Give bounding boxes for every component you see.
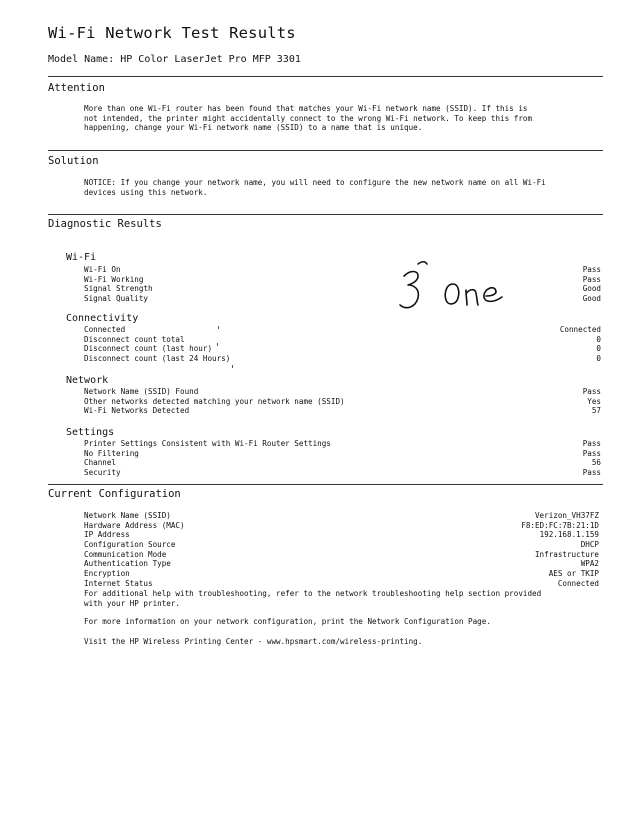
visit-text: Visit the HP Wireless Printing Center - www.hpsmart.com/wireless-printing.: [84, 637, 423, 646]
divider: [48, 214, 603, 215]
connectivity-rows: [84, 325, 601, 364]
diagnostic-row: [84, 439, 601, 449]
row-value: Pass: [582, 274, 601, 284]
row-label: Printer Settings Consistent with Wi-Fi Router Settings: [84, 439, 331, 448]
diagnostic-row: [84, 335, 601, 345]
current-config-heading: Current Configuration: [48, 488, 181, 500]
row-value: WPA2: [580, 559, 599, 569]
diagnostic-row: [84, 387, 601, 397]
config-row: [84, 550, 599, 560]
config-page-text: For more information on your network configuration, print the Network Configuration Page.: [84, 617, 491, 626]
row-value: Pass: [582, 265, 601, 274]
row-label: Signal Strength: [84, 284, 153, 294]
row-value: Good: [582, 284, 601, 294]
scan-speck: [217, 343, 218, 346]
divider: [48, 76, 603, 77]
row-label: Wi-Fi On: [84, 265, 121, 274]
row-label: Disconnect count total: [84, 334, 185, 344]
settings-group-title: Settings: [66, 427, 115, 438]
row-value: AES or TKIP: [548, 569, 599, 579]
row-value: Verizon_VH37FZ: [534, 511, 599, 520]
row-label: IP Address: [84, 530, 130, 540]
diagnostics-heading: Diagnostic Results: [48, 218, 162, 230]
settings-rows: [84, 439, 601, 478]
row-label: Hardware Address (MAC): [84, 520, 185, 530]
divider: [48, 150, 603, 151]
row-value: Connected: [559, 325, 601, 334]
config-row: [84, 511, 599, 521]
attention-heading: Attention: [48, 82, 105, 94]
row-label: Communication Mode: [84, 549, 167, 559]
config-row: [84, 521, 599, 531]
solution-heading: Solution: [48, 155, 99, 167]
row-value: 0: [596, 344, 601, 354]
config-rows: [84, 511, 599, 589]
diagnostic-row: [84, 449, 601, 459]
wifi-group-title: Wi-Fi: [66, 252, 97, 263]
connectivity-group-title: Connectivity: [66, 313, 139, 324]
row-value: Pass: [582, 468, 601, 478]
row-value: Good: [582, 294, 601, 304]
model-name: Model Name: HP Color LaserJet Pro MFP 3301: [48, 54, 301, 65]
row-value: 0: [596, 334, 601, 344]
row-label: Disconnect count (last 24 Hours): [84, 354, 231, 364]
divider: [48, 484, 603, 485]
row-value: Infrastructure: [534, 549, 599, 559]
diagnostic-row: [84, 354, 601, 364]
row-label: Signal Quality: [84, 294, 149, 304]
diagnostic-row: [84, 468, 601, 478]
network-rows: [84, 387, 601, 416]
diagnostic-row: [84, 458, 601, 468]
row-label: Encryption: [84, 569, 130, 579]
row-label: Network Name (SSID): [84, 511, 171, 520]
row-value: Pass: [582, 439, 601, 448]
handwritten-note: [396, 258, 526, 320]
config-row: [84, 530, 599, 540]
row-label: Connected: [84, 325, 126, 334]
attention-text: More than one Wi-Fi router has been found that matches your Wi-Fi network name (SSID). If this is not intended, the printer might accidentally connect to the wrong Wi-Fi network. To keep this from happening, change your Wi-Fi network name (SSID) to a name that is unique.: [84, 104, 533, 133]
page-title: Wi-Fi Network Test Results: [48, 24, 296, 42]
scan-speck: [232, 365, 233, 368]
diagnostic-row: [84, 397, 601, 407]
row-label: Authentication Type: [84, 559, 171, 569]
row-value: Yes: [587, 396, 601, 406]
row-label: Internet Status: [84, 578, 153, 588]
row-label: Channel: [84, 458, 117, 468]
row-value: DHCP: [580, 540, 599, 550]
row-value: Pass: [582, 387, 601, 396]
config-row: [84, 579, 599, 589]
diagnostic-row: [84, 406, 601, 416]
row-label: Configuration Source: [84, 540, 176, 550]
config-row: [84, 559, 599, 569]
config-row: [84, 569, 599, 579]
config-row: [84, 540, 599, 550]
row-value: Pass: [582, 448, 601, 458]
row-value: Connected: [557, 578, 599, 588]
row-label: No Filtering: [84, 448, 139, 458]
row-label: Security: [84, 468, 121, 478]
row-label: Network Name (SSID) Found: [84, 387, 199, 396]
solution-text: NOTICE: If you change your network name, you will need to configure the new network name on all Wi-Fi devices using this network.: [84, 178, 546, 197]
network-group-title: Network: [66, 375, 109, 386]
help-text: For additional help with troubleshooting, refer to the network troubleshooting help section provided with your HP printer.: [84, 589, 542, 608]
row-label: Wi-Fi Working: [84, 274, 144, 284]
row-label: Other networks detected matching your network name (SSID): [84, 396, 345, 406]
row-value: 192.168.1.159: [539, 530, 599, 540]
row-value: 0: [596, 354, 601, 364]
row-label: Wi-Fi Networks Detected: [84, 406, 190, 416]
row-label: Disconnect count (last hour): [84, 344, 213, 354]
scan-speck: [218, 326, 219, 329]
row-value: 57: [591, 406, 601, 416]
diagnostic-row: [84, 344, 601, 354]
row-value: 56: [591, 458, 601, 468]
diagnostic-row: [84, 325, 601, 335]
row-value: F8:ED:FC:7B:21:1D: [521, 520, 599, 530]
